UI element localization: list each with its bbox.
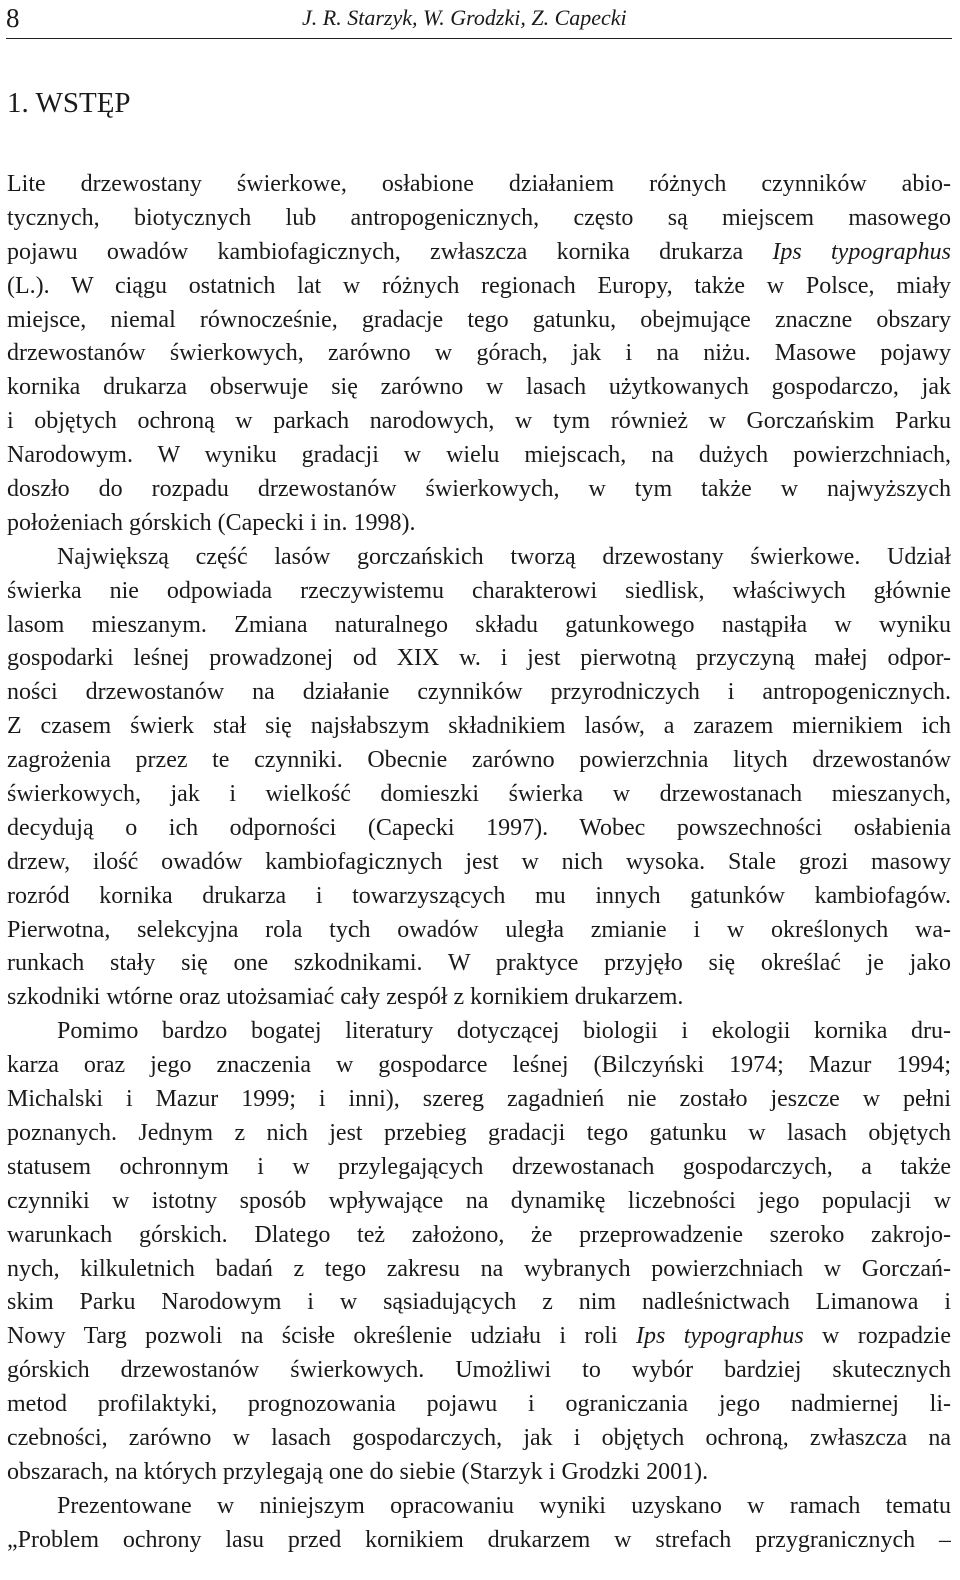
text-line: „Problem ochrony lasu przed kornikiem drukarzem w strefach przygranicznych –	[7, 1526, 951, 1553]
text-line: Pierwotna, selekcyjna rola tych owadów uległa zmianie i w określonych wa-	[7, 916, 951, 943]
header-authors: J. R. Starzyk, W. Grodzki, Z. Capecki	[302, 5, 627, 30]
text-line: ności drzewostanów na działanie czynników przyrodniczych i antropogenicznych.	[7, 679, 951, 706]
text-segment: pojawu owadów kambiofagicznych, zwłaszcza kornika drukarza	[7, 238, 744, 265]
text-line: górskich drzewostanów świerkowych. Umożliwi to wybór bardziej skutecznych	[7, 1357, 951, 1384]
text-line: kornika drukarza obserwuje się zarówno w lasach użytkowanych gospodarczo, jak	[7, 374, 951, 401]
text-line: warunkach górskich. Dlatego też założono, że przeprowadzenie szeroko zakrojo-	[7, 1221, 951, 1248]
text-line: świerkowych, jak i wielkość domieszki świerka w drzewostanach mieszanych,	[7, 781, 951, 808]
text-line: położeniach górskich (Capecki i in. 1998).	[7, 509, 416, 536]
body-text	[7, 168, 951, 1558]
text-line: poznanych. Jednym z nich jest przebieg gradacji tego gatunku w lasach objętych	[7, 1119, 951, 1146]
section-heading: 1. WSTĘP	[7, 87, 131, 119]
text-line: czebności, zarówno w lasach gospodarczych, jak i objętych ochroną, zwłaszcza na	[7, 1424, 951, 1451]
text-line: zagrożenia przez te czynniki. Obecnie zarówno powierzchnia litych drzewostanów	[7, 747, 951, 774]
text-segment: Nowy Targ pozwoli na ścisłe określenie udziału i roli	[7, 1323, 618, 1350]
text-line: decydują o ich odporności (Capecki 1997). Wobec powszechności osłabienia	[7, 814, 951, 841]
text-line: szkodniki wtórne oraz utożsamiać cały zespół z kornikiem drukarzem.	[7, 984, 684, 1011]
text-line: czynniki w istotny sposób wpływające na dynamikę liczebności jego populacji w	[7, 1187, 951, 1214]
text-line: i objętych ochroną w parkach narodowych, w tym również w Gorczańskim Parku	[7, 408, 951, 435]
text-line: doszło do rozpadu drzewostanów świerkowych, w tym także w najwyższych	[7, 476, 951, 503]
text-line: drzewostanów świerkowych, zarówno w górach, jak i na niżu. Masowe pojawy	[7, 340, 951, 367]
text-line: Pomimo bardzo bogatej literatury dotyczącej biologii i ekologii kornika dru-	[57, 1018, 951, 1045]
text-line	[7, 236, 951, 270]
species-name: Ips typographus	[772, 238, 951, 265]
text-line: nych, kilkuletnich badań z tego zakresu na wybranych powierzchniach w Gorczań-	[7, 1255, 951, 1282]
species-name: Ips typographus	[636, 1323, 804, 1350]
text-line: rozród kornika drukarza i towarzyszących mu innych gatunków kambiofagów.	[7, 882, 951, 909]
text-line: Z czasem świerk stał się najsłabszym składnikiem lasów, a zarazem miernikiem ich	[7, 713, 951, 740]
text-line: Lite drzewostany świerkowe, osłabione działaniem różnych czynników abio-	[7, 171, 951, 197]
page-number: 8	[6, 3, 20, 33]
text-line: statusem ochronnym i w przylegających drzewostanach gospodarczych, a także	[7, 1153, 951, 1180]
text-line: obszarach, na których przylegają one do siebie (Starzyk i Grodzki 2001).	[7, 1458, 709, 1485]
text-line: skim Parku Narodowym i w sąsiadujących z nim nadleśnictwach Limanowa i	[7, 1289, 951, 1316]
text-line: Michalski i Mazur 1999; i inni), szereg zagadnień nie zostało jeszcze w pełni	[7, 1086, 951, 1113]
text-line: Największą część lasów gorczańskich tworzą drzewostany świerkowe. Udział	[57, 543, 951, 570]
text-line: świerka nie odpowiada rzeczywistemu charakterowi siedlisk, właściwych głównie	[7, 577, 951, 604]
text-line: (L.). W ciągu ostatnich lat w różnych regionach Europy, także w Polsce, miały	[7, 272, 951, 299]
text-line: drzew, ilość owadów kambiofagicznych jest w nich wysoka. Stale grozi masowy	[7, 848, 951, 875]
text-line	[7, 1320, 951, 1354]
text-line: Prezentowane w niniejszym opracowaniu wyniki uzyskano w ramach tematu	[57, 1492, 951, 1519]
text-line: lasom mieszanym. Zmiana naturalnego składu gatunkowego nastąpiła w wyniku	[7, 611, 951, 638]
text-line: miejsce, niemal równocześnie, gradacje tego gatunku, obejmujące znaczne obszary	[7, 306, 951, 333]
text-line: gospodarki leśnej prowadzonej od XIX w. i jest pierwotną przyczyną małej odpor-	[7, 645, 951, 672]
text-line: karza oraz jego znaczenia w gospodarce leśnej (Bilczyński 1974; Mazur 1994;	[7, 1052, 951, 1079]
running-header	[6, 0, 952, 39]
text-line: runkach stały się one szkodnikami. W praktyce przyjęło się określać je jako	[7, 950, 951, 977]
text-segment: w rozpadzie	[803, 1323, 951, 1350]
text-line: Narodowym. W wyniku gradacji w wielu miejscach, na dużych powierzchniach,	[7, 442, 951, 469]
text-line: tycznych, biotycznych lub antropogenicznych, często są miejscem masowego	[7, 204, 951, 231]
text-line: metod profilaktyki, prognozowania pojawu i ograniczania jego nadmiernej li-	[7, 1391, 951, 1418]
